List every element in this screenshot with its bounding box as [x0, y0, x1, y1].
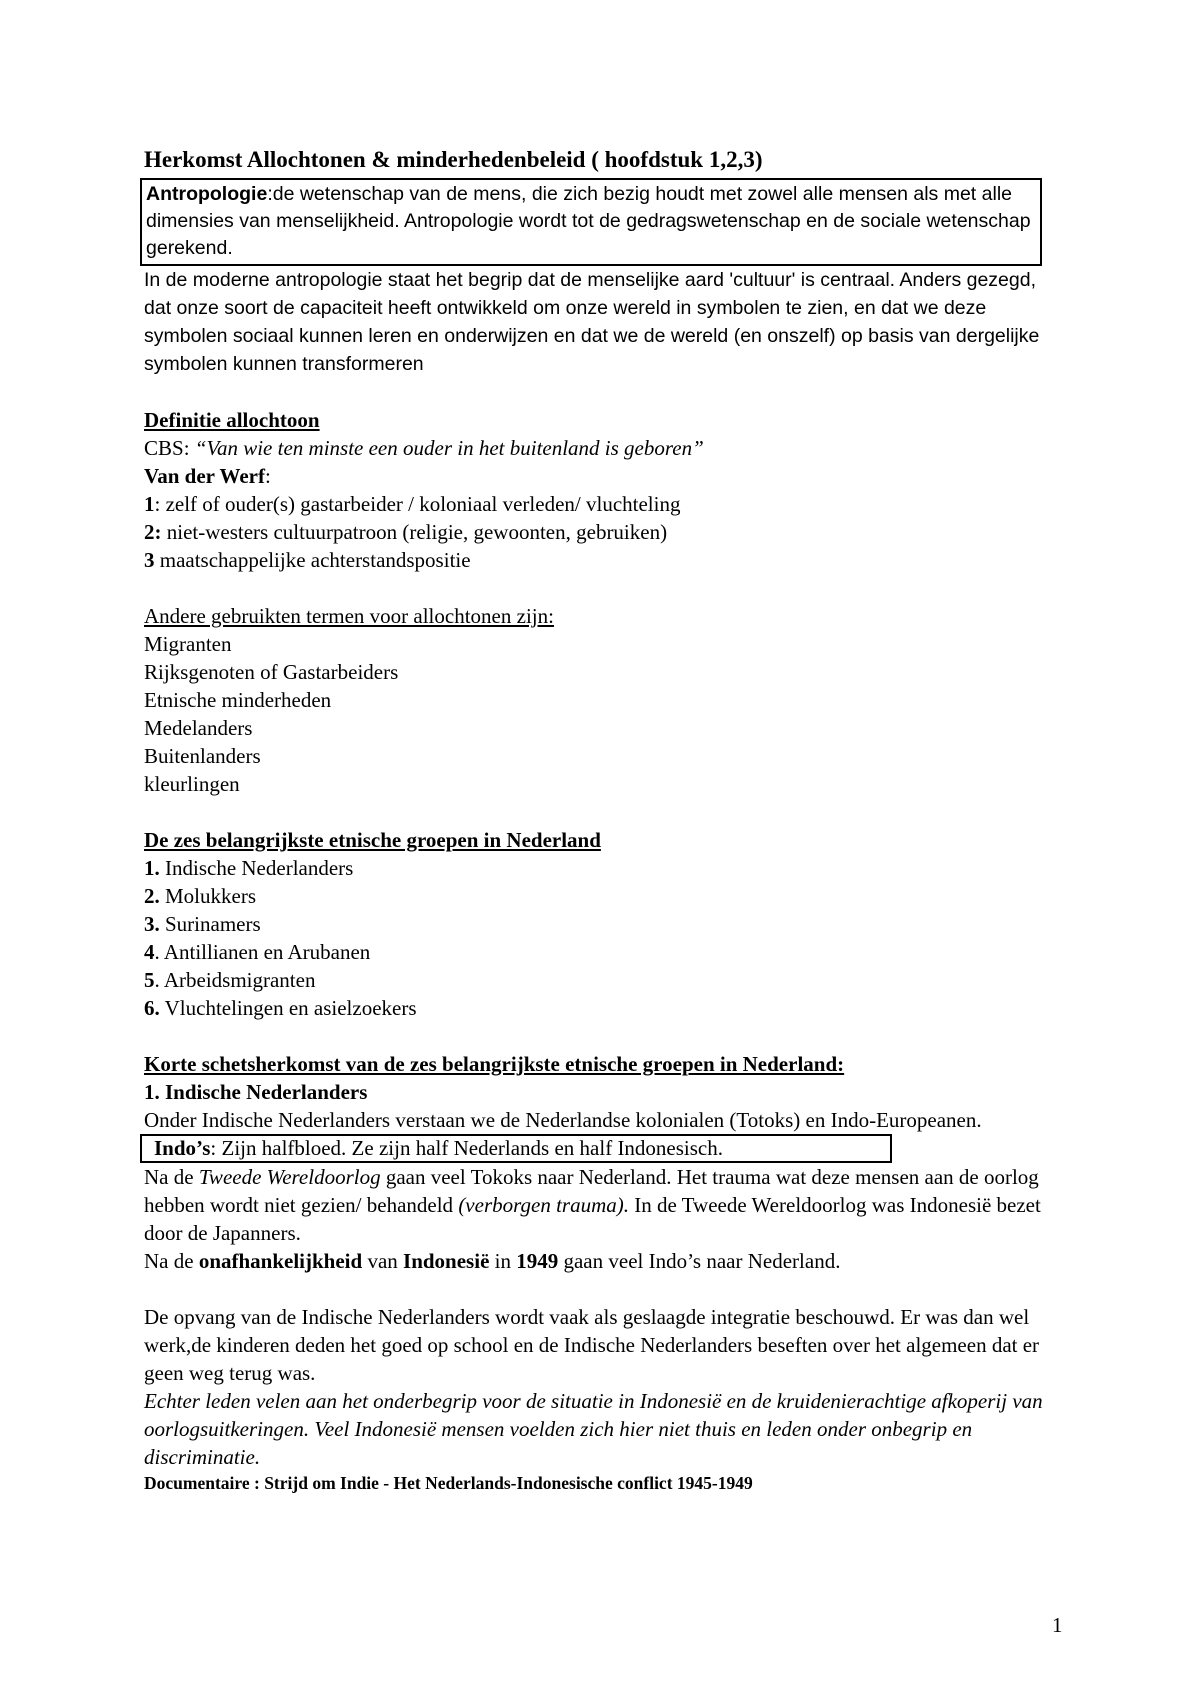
indo-term: Indo’s [154, 1136, 211, 1160]
indische-nederlanders-subheading: 1. Indische Nederlanders [144, 1080, 368, 1104]
groepen-heading: De zes belangrijkste etnische groepen in Nederland [144, 828, 601, 852]
document-title: Herkomst Allochtonen & minderhedenbeleid ( hoofdstuk 1,2,3) [144, 147, 763, 172]
termen-heading: Andere gebruikten termen voor allochtonen zijn: [144, 604, 554, 628]
onafhankelijkheid-paragraph: Na de onafhankelijkheid van Indonesië in 1949 gaan veel Indo’s naar Nederland. [144, 1249, 841, 1273]
term-item: Etnische minderheden [144, 688, 332, 712]
indo-definition-box [140, 1134, 892, 1163]
term-item: kleurlingen [144, 772, 240, 796]
document-body [144, 146, 1064, 1495]
groep-item: 6. Vluchtelingen en asielzoekers [144, 996, 417, 1020]
page-number: 1 [1052, 1613, 1063, 1637]
indo-text: : Zijn halfbloed. Ze zijn half Nederlands en half Indonesisch. [210, 1136, 724, 1160]
cbs-quote: “Van wie ten minste een ouder in het buitenland is geboren” [194, 436, 704, 460]
antropologie-text: :de wetenschap van de mens, die zich bezig houdt met zowel alle mensen als met alle dimensies van menselijkheid. Antropologie wordt tot de gedragswetenschap en de sociale wetenschap gerekend. [146, 183, 1031, 259]
groep-item: 5. Arbeidsmigranten [144, 968, 316, 992]
opvang-paragraph: De opvang van de Indische Nederlanders wordt vaak als geslaagde integratie beschouwd. Er was dan wel werk,de kinderen deden het goed op school en de Indische Nederlanders beseften over het algemeen dat er geen weg terug was. [144, 1305, 1040, 1385]
term-item: Rijksgenoten of Gastarbeiders [144, 660, 399, 684]
term-item: Medelanders [144, 716, 253, 740]
groep-item: 4. Antillianen en Arubanen [144, 940, 371, 964]
criterion-item: 3 maatschappelijke achterstandspositie [144, 548, 471, 572]
indische-paragraph: Onder Indische Nederlanders verstaan we de Nederlandse kolonialen (Totoks) en Indo-Europeanen. [144, 1108, 982, 1132]
criterion-item: 2: niet-westers cultuurpatroon (religie, gewoonten, gebruiken) [144, 520, 668, 544]
criterion-item: 1: zelf of ouder(s) gastarbeider / koloniaal verleden/ vluchteling [144, 492, 681, 516]
groep-item: 3. Surinamers [144, 912, 261, 936]
antropologie-term: Antropologie [146, 183, 268, 205]
term-item: Migranten [144, 632, 232, 656]
cbs-definition: CBS: “Van wie ten minste een ouder in het buitenland is geboren” [144, 436, 704, 460]
groep-item: 1. Indische Nederlanders [144, 856, 354, 880]
definitie-heading: Definitie allochtoon [144, 408, 320, 432]
discriminatie-paragraph: Echter leden velen aan het onderbegrip voor de situatie in Indonesië en de kruidenierachtige afkoperij van oorlogsuitkeringen. Veel Indonesië mensen voelden zich hier niet thuis en leden onder onbegrip en discriminatie. [144, 1389, 1043, 1469]
schets-heading: Korte schetsherkomst van de zes belangrijkste etnische groepen in Nederland: [144, 1052, 845, 1076]
oorlog-paragraph: Na de Tweede Wereldoorlog gaan veel Tokoks naar Nederland. Het trauma wat deze mensen aan de oorlog hebben wordt niet gezien/ behandeld (verborgen trauma). In de Tweede Wereldoorlog was Indonesië bezet door de Japanners. [144, 1165, 1041, 1245]
documentaire-line: Documentaire : Strijd om Indie - Het Nederlands-Indonesische conflict 1945-1949 [144, 1473, 753, 1493]
intro-paragraph: In de moderne antropologie staat het begrip dat de menselijke aard 'cultuur' is centraal. Anders gezegd, dat onze soort de capaciteit heeft ontwikkeld om onze wereld in symbolen te zien, en dat we deze symbolen sociaal kunnen leren en onderwijzen en dat we de wereld (en onszelf) op basis van dergelijke symbolen kunnen transformeren [144, 269, 1040, 375]
groep-item: 2. Molukkers [144, 884, 256, 908]
antropologie-definition-box [140, 178, 1042, 266]
van-der-werf-line: Van der Werf: [144, 464, 271, 488]
term-item: Buitenlanders [144, 744, 261, 768]
